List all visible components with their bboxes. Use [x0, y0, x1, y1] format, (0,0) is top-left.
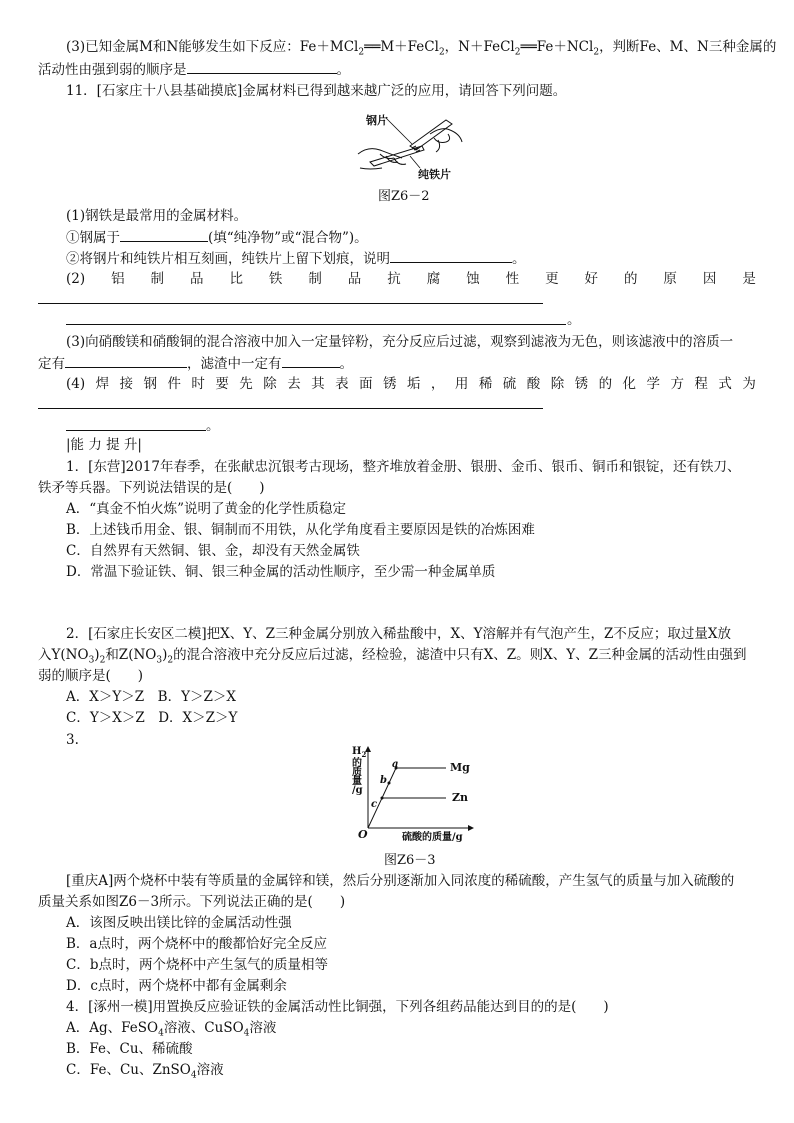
- q2-stem-line2: 入$Y(NO_3)_2$和$Z(NO_3)_2$的混合溶液中充分反应后过滤，经检验，滤渣中只有X、Z。则X、Y、Z三种金属的活动性由强到: [38, 647, 747, 666]
- answer-blank[interactable]: [282, 354, 340, 368]
- q3-stem-line1: [重庆A]两个烧杯中装有等质量的金属锌和镁，然后分别逐渐加入同浓度的稀硫酸，产生氢气的质量与加入硫酸的: [66, 873, 735, 889]
- fig-label-iron: 纯铁片: [418, 168, 451, 181]
- fig-label-steel: 钢片: [366, 114, 388, 127]
- q1-option-d[interactable]: D．常温下验证铁、铜、银三种金属的活动性顺序，至少需一种金属单质: [66, 564, 496, 580]
- graph-line-zn-label: Zn: [452, 791, 469, 804]
- q2-stem-line3: 弱的顺序是( ): [38, 668, 144, 684]
- answer-blank[interactable]: [65, 354, 187, 368]
- fig-caption-z6-3: 图Z6－3: [384, 853, 436, 868]
- section-title: |能 力 提 升|: [66, 437, 142, 453]
- graph-point-a-label: a: [392, 759, 399, 770]
- fig-caption-z6-2: 图Z6－2: [378, 189, 430, 204]
- q3-stem-line2: 质量关系如图Z6－3所示。下列说法正确的是( ): [38, 894, 346, 910]
- graph-origin: O: [358, 828, 368, 841]
- q1-stem-line2: 铁矛等兵器。下列说法错误的是( ): [38, 480, 265, 496]
- q4-stem: 4．[涿州一模]用置换反应验证铁的金属活动性比铜强，下列各组药品能达到目的的是( ): [66, 999, 609, 1015]
- q4-option-c[interactable]: C．Fe、Cu、ZnSO$_4$溶液: [66, 1062, 224, 1081]
- q11-title: 11．[石家庄十八县基础摸底]金属材料已得到越来越广泛的应用，请回答下列问题。: [66, 83, 567, 99]
- graph-point-c-label: c: [371, 799, 378, 810]
- graph-point-b-label: b: [380, 775, 387, 786]
- answer-blank[interactable]: [390, 249, 512, 263]
- point-b: [388, 782, 391, 785]
- answer-line[interactable]: [38, 303, 543, 304]
- q3-option-b[interactable]: B．a点时，两个烧杯中的酸都恰好完全反应: [66, 936, 327, 952]
- q3-option-c[interactable]: C．b点时，两个烧杯中产生氢气的质量相等: [66, 957, 328, 973]
- q4-option-a[interactable]: A．Ag、FeSO$_4$溶液、CuSO$_4$溶液: [66, 1020, 277, 1039]
- graph-ylabel: $H_2$ 的 质 量 /g: [352, 746, 367, 796]
- q1-stem-line1: 1．[东营]2017年春季，在张献忠沉银考古现场，整齐堆放着金册、银册、金币、银币、铜币和银锭，还有铁刀、: [66, 459, 741, 475]
- answer-line[interactable]: [66, 324, 566, 325]
- graph-xlabel: 硫酸的质量/g: [402, 832, 463, 843]
- answer-blank[interactable]: [120, 228, 208, 242]
- q11-p1a: ①钢属于 (填“纯净物”或“混合物”)。: [66, 230, 368, 246]
- q11-p1b: ②将钢片和纯铁片相互刻画，纯铁片上留下划痕，说明 。: [66, 251, 526, 267]
- q11-p2-end: 。: [567, 312, 581, 328]
- q1-option-b[interactable]: B．上述钱币用金、银、铜制而不用铁，从化学角度看主要原因是铁的冶炼困难: [66, 522, 535, 538]
- q2-options-ab[interactable]: A．X＞Y＞Z B．Y＞Z＞X: [66, 689, 236, 705]
- q11-p3-line1: (3)向硝酸镁和硝酸铜的混合溶液中加入一定量锌粉，充分反应后过滤，观察到滤液为无色，则该滤液中的溶质一: [66, 334, 734, 350]
- q4-option-b[interactable]: B．Fe、Cu、稀硫酸: [66, 1041, 193, 1057]
- point-c: [381, 797, 384, 800]
- q10-3-line1: (3)已知金属M和N能够发生如下反应：Fe＋MCl$_2$══M＋FeCl$_2$，N＋FeCl$_2$══Fe＋NCl$_2$，判断Fe、M、N三种金属的: [66, 39, 777, 58]
- q1-option-c[interactable]: C．自然界有天然铜、银、金，却没有天然金属铁: [66, 543, 360, 559]
- q3-option-a[interactable]: A．该图反映出镁比锌的金属活动性强: [66, 915, 292, 931]
- q3-option-d[interactable]: D．c点时，两个烧杯中都有金属剩余: [66, 978, 287, 994]
- q11-p2: (2) 铝 制 品 比 铁 制 品 抗 腐 蚀 性 更 好 的 原 因 是: [66, 271, 756, 287]
- q1-option-a[interactable]: A．“真金不怕火炼”说明了黄金的化学性质稳定: [66, 501, 347, 517]
- q11-p1: (1)钢铁是最常用的金属材料。: [66, 208, 248, 224]
- q10-3-line2: 活动性由强到弱的顺序是 。: [38, 62, 350, 78]
- graph-line-mg-label: Mg: [450, 761, 470, 774]
- q2-options-cd[interactable]: C．Y＞X＞Z D．X＞Z＞Y: [66, 710, 238, 726]
- answer-line[interactable]: [38, 408, 543, 409]
- q11-p4-end: 。: [206, 418, 220, 434]
- answer-blank[interactable]: [187, 60, 337, 74]
- q11-p4: (4) 焊 接 钢 件 时 要 先 除 去 其 表 面 锈 垢 ， 用 稀 硫 酸 除 锈 的 化 学 方 程 式 为: [66, 376, 756, 392]
- q3-number: 3.: [66, 732, 79, 748]
- q11-p3-line2: 定有 ，滤渣中一定有 。: [38, 356, 353, 372]
- q2-stem-line1: 2．[石家庄长安区二模]把X、Y、Z三种金属分别放入稀盐酸中，X、Y溶解并有气泡产生，Z不反应；取过量X放: [66, 626, 732, 642]
- answer-line[interactable]: [66, 430, 206, 431]
